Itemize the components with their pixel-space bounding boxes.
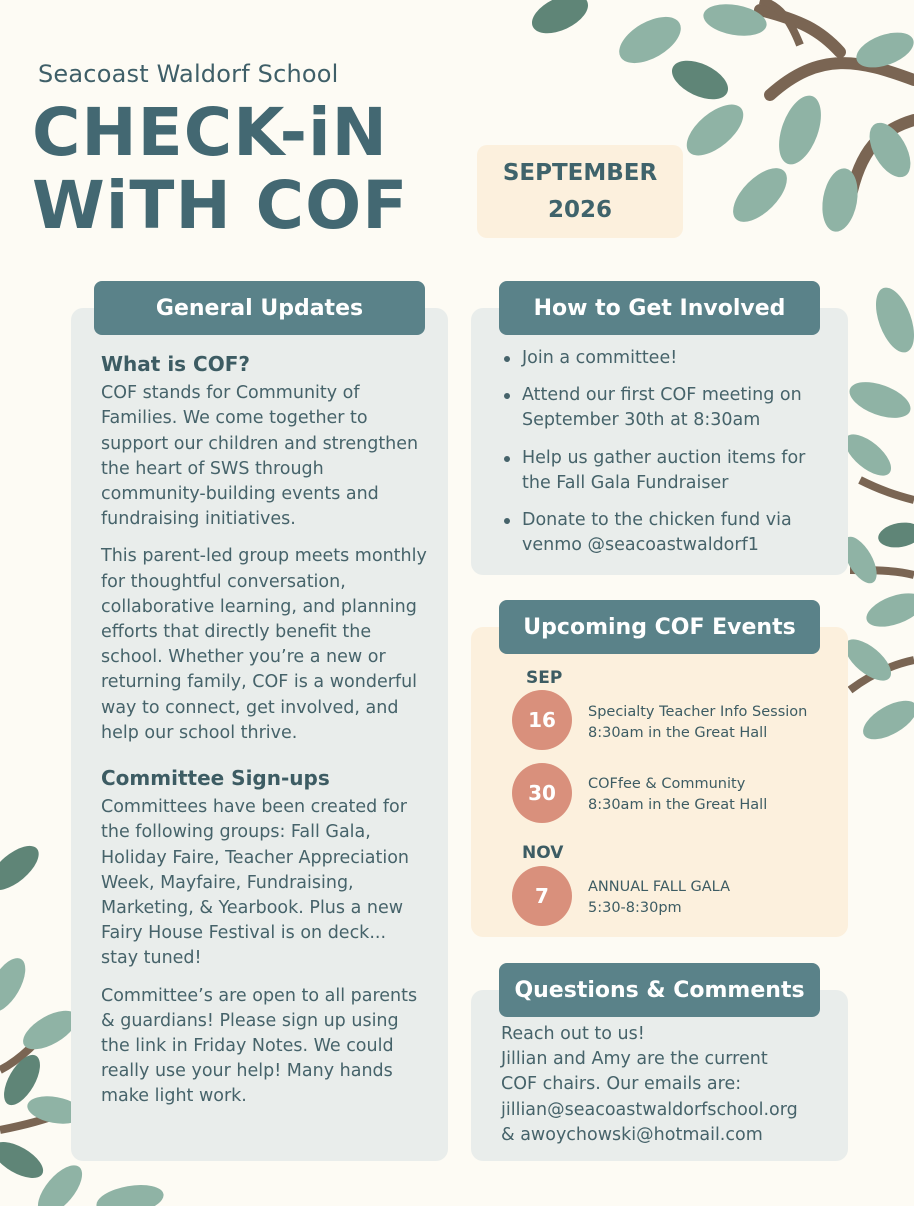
email-link-amy[interactable]: & awoychowski@hotmail.com <box>501 1124 763 1145</box>
event-detail: 8:30am in the Great Hall <box>588 724 768 741</box>
title-line-2: WiTH COF <box>32 167 409 244</box>
event-detail: 5:30-8:30pm <box>588 899 682 916</box>
event-day-circle: 7 <box>512 866 572 926</box>
what-is-cof-text-2: This parent-led group meets monthly for thoughtful conversation, collaborative learning, and planning efforts that directly benefit the school. Whether you’re a new or returning family, COF is a wonderful way to connect, get involved, and help our school thrive. <box>101 546 427 743</box>
title-line-1: CHECK-iN <box>32 94 388 171</box>
what-is-cof-heading: What is COF? <box>101 352 250 376</box>
get-involved-list <box>500 346 830 570</box>
committee-signups-heading: Committee Sign-ups <box>101 766 330 791</box>
list-item: Donate to the chicken fund via venmo @seacoastwaldorf1 <box>500 508 830 558</box>
page-title <box>32 96 408 242</box>
date-badge <box>477 145 683 238</box>
event-day-circle: 30 <box>512 763 572 823</box>
date-year: 2026 <box>547 196 612 223</box>
list-item: Attend our first COF meeting on September 30th at 8:30am <box>500 383 830 433</box>
event-detail: 8:30am in the Great Hall <box>588 796 768 813</box>
event-month-nov: NOV <box>522 843 564 863</box>
event-title: COFfee & Community <box>588 776 746 792</box>
event-item <box>588 877 838 918</box>
committee-signups-text-2: Committee’s are open to all parents & guardians! Please sign up using the link in Friday Notes. We could really use your help! Many hands make light work. <box>101 985 418 1107</box>
school-name: Seacoast Waldorf School <box>38 60 339 88</box>
list-item: Join a committee! <box>500 346 830 371</box>
questions-header: Questions & Comments <box>499 963 820 1017</box>
get-involved-header: How to Get Involved <box>499 281 820 335</box>
general-updates-header: General Updates <box>94 281 425 335</box>
committee-signups-text-1: Committees have been created for the following groups: Fall Gala, Holiday Faire, Teacher Appreciation Week, Mayfaire, Fundraising, Marketing, & Yearbook. Plus a new Fairy House Festival is on deck... stay tuned! <box>101 797 410 969</box>
event-month-sep: SEP <box>526 668 563 688</box>
event-day-circle: 16 <box>512 690 572 750</box>
event-item <box>588 702 838 743</box>
general-updates-content <box>101 352 427 1122</box>
event-title: Specialty Teacher Info Session <box>588 704 808 720</box>
email-link-jillian[interactable]: jillian@seacoastwaldorfschool.org <box>501 1099 798 1120</box>
events-header: Upcoming COF Events <box>499 600 820 654</box>
event-item <box>588 774 838 815</box>
what-is-cof-text-1: COF stands for Community of Families. We come together to support our children and strengthen the heart of SWS through community-building events and fundraising initiatives. <box>101 383 419 530</box>
questions-line: COF chairs. Our emails are: <box>501 1074 742 1095</box>
date-month: SEPTEMBER <box>502 159 658 186</box>
questions-line: Reach out to us! <box>501 1024 645 1044</box>
list-item: Help us gather auction items for the Fall Gala Fundraiser <box>500 446 830 496</box>
event-title: ANNUAL FALL GALA <box>588 879 731 895</box>
questions-line: Jillian and Amy are the current <box>501 1049 768 1070</box>
questions-content <box>501 1022 841 1148</box>
